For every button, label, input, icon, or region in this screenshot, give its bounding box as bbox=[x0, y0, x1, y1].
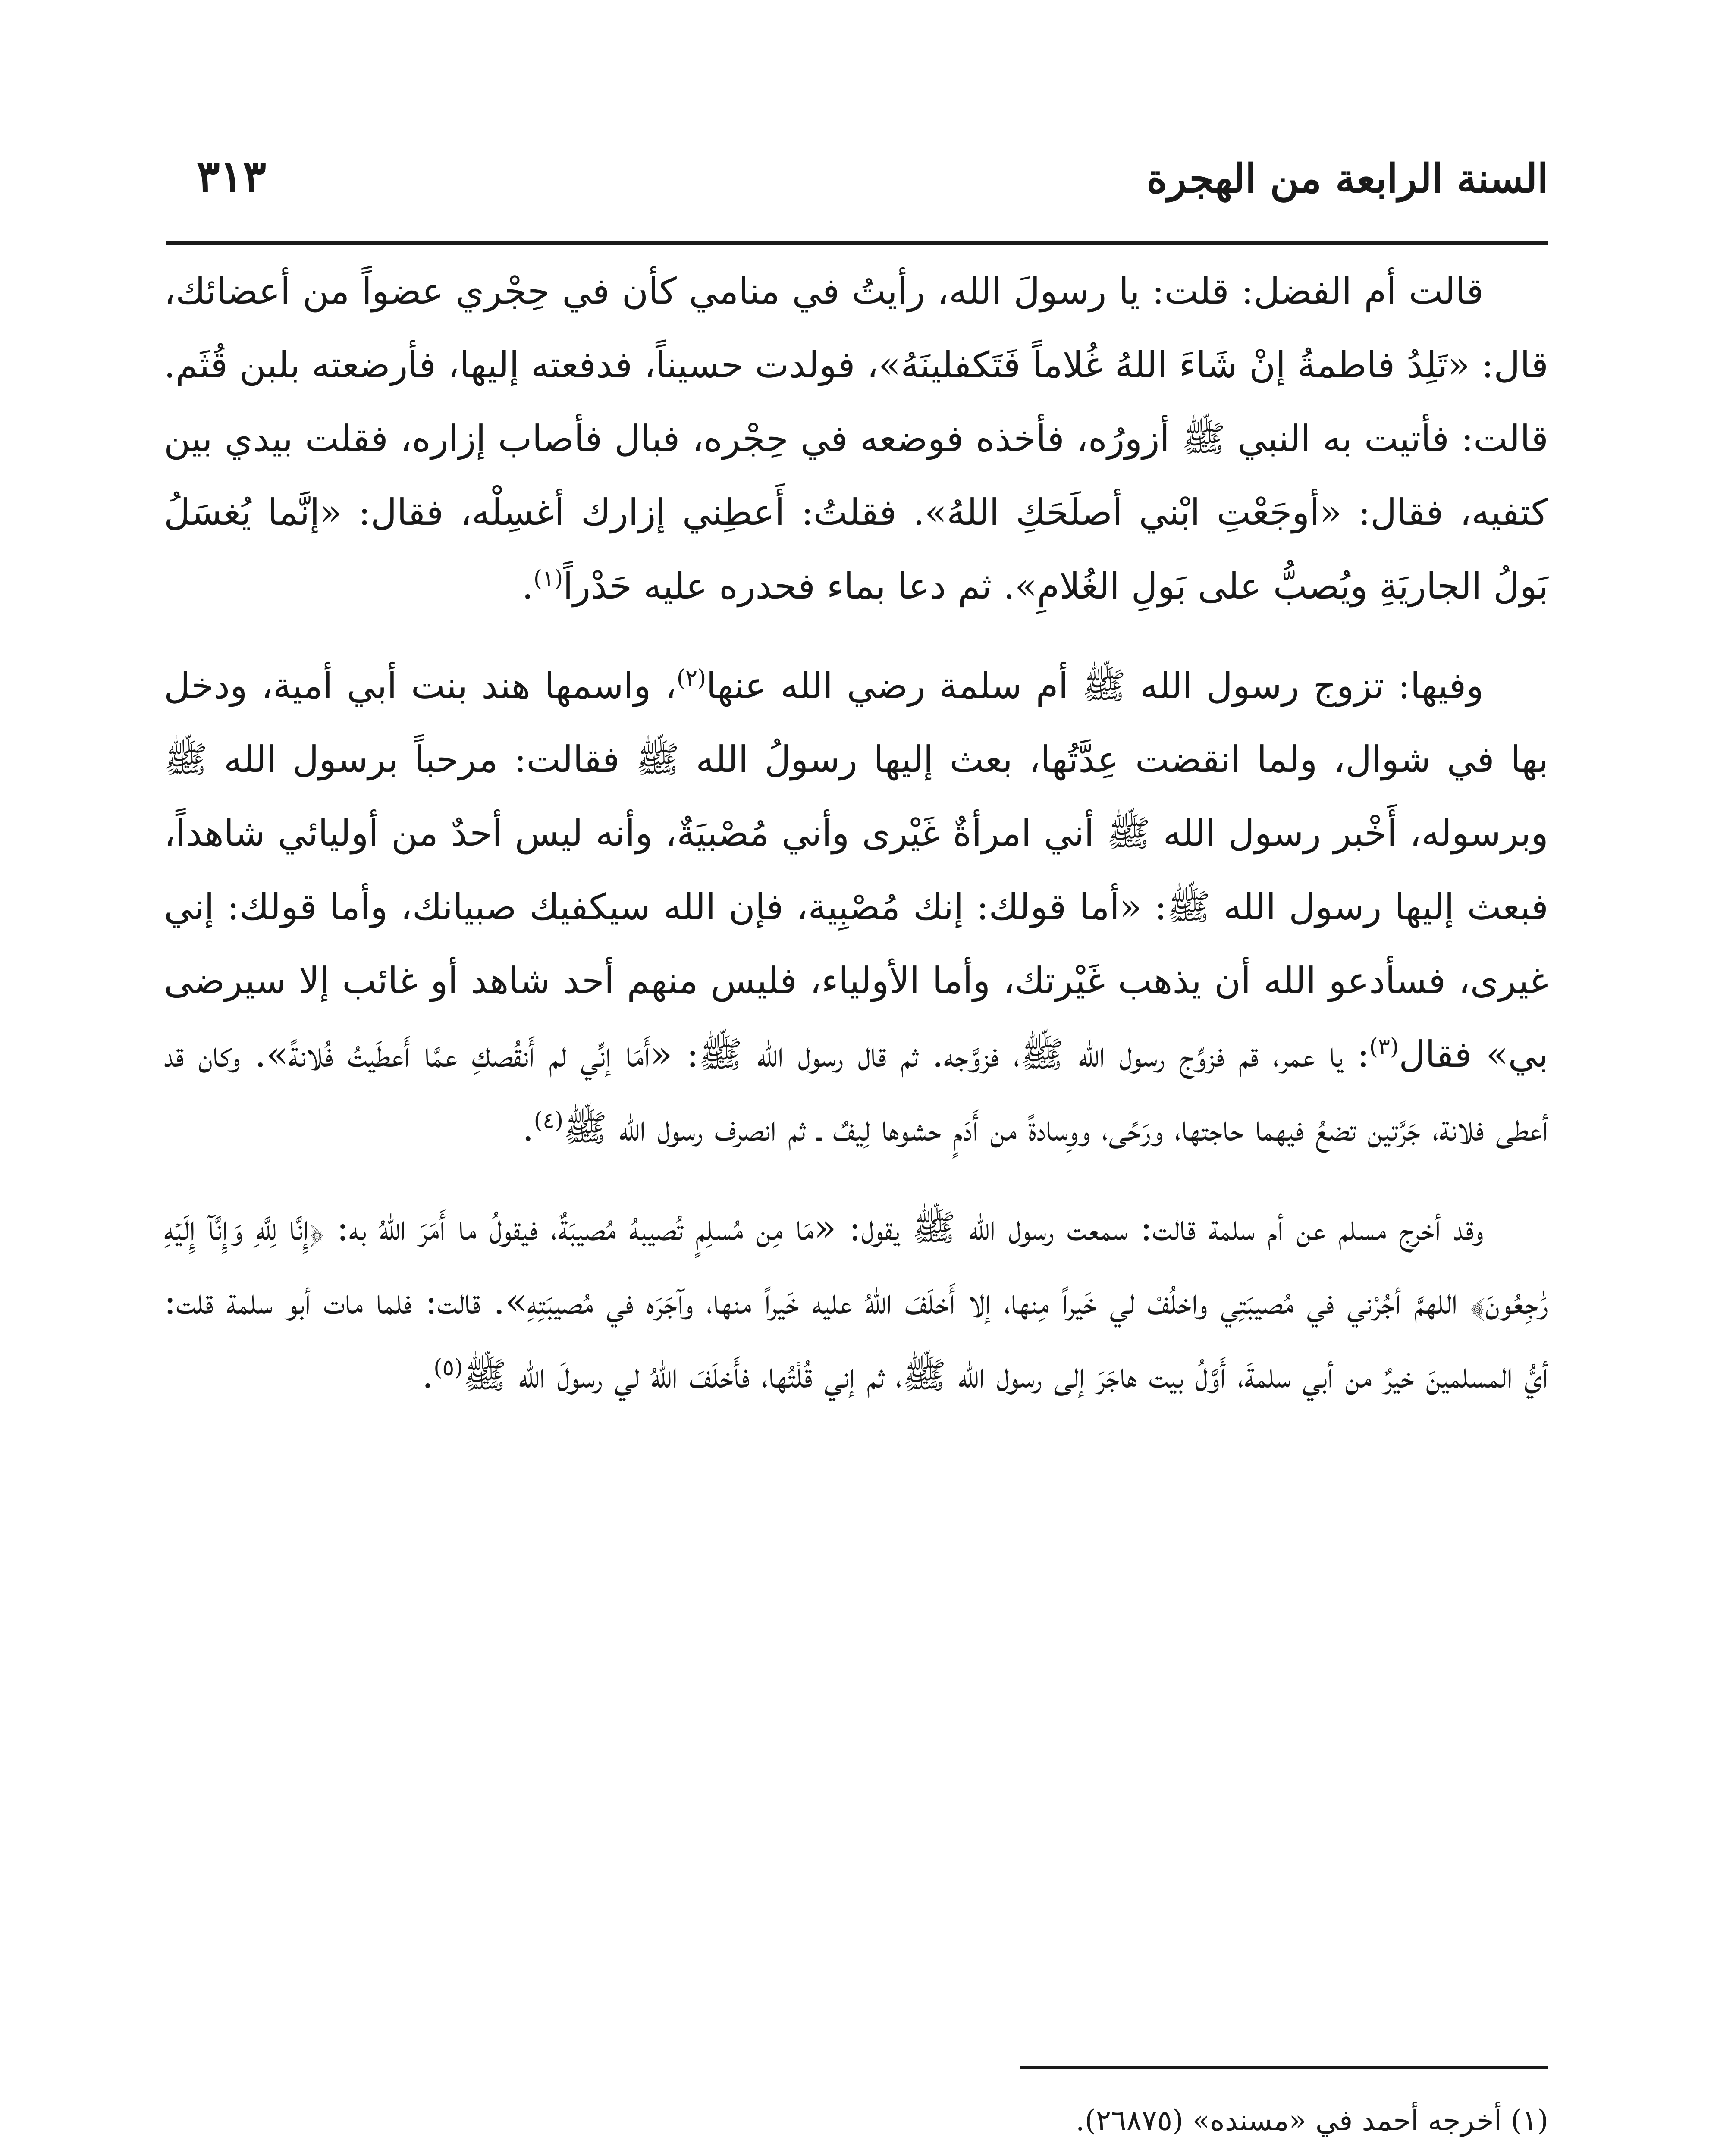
paragraph-text: . bbox=[422, 1354, 434, 1396]
chapter-title: السنة الرابعة من الهجرة bbox=[1146, 155, 1548, 202]
footnote-ref-5: (٥) bbox=[433, 1355, 463, 1381]
footnote-2 bbox=[345, 2154, 1548, 2156]
footnote-1: (١) أخرجه أحمد في «مسنده» (٢٦٨٧٥). bbox=[1076, 2104, 1548, 2137]
footnote-ref-3: (٣) bbox=[1369, 1034, 1399, 1060]
paragraph-text: . bbox=[522, 565, 534, 607]
footnote-ref-2: (٢) bbox=[676, 665, 706, 691]
page-number: ٣١٣ bbox=[197, 151, 267, 202]
paragraph-umm-al-fadl bbox=[164, 254, 1548, 623]
running-header bbox=[166, 142, 1548, 220]
paragraph-text: . bbox=[522, 1107, 534, 1149]
header-rule bbox=[166, 241, 1548, 245]
footnote-ref-1: (١) bbox=[533, 566, 563, 592]
paragraph-text: : يا عمر، قم فزوِّج رسول الله ﷺ، فزوَّجه. ثم قال رسول الله ﷺ: «أَمَا إنِّي لم أَنقُصكِ عمَّا أَعطَيتُ فُلانةً». وكان قد أعطى فلانة، جَرَّتين تضعُ فيهما حاجتها، ورَحًى، ووِسادةً من أَدَمٍ حشوها لِيفٌ ـ ثم انصرف رسول الله ﷺ bbox=[164, 1033, 1548, 1149]
paragraph-text: قالت أم الفضل: قلت: يا رسولَ الله، رأيتُ في منامي كأن في حِجْري عضواً من أعضائك، قال: «تَلِدُ فاطمةُ إنْ شَاءَ اللهُ غُلاماً فَتَكفلينَهُ»، فولدت حسيناً، فدفعته إليها، فأرضعته بلبن قُثَم. قالت: فأتيت به النبي ﷺ أزورُه، فأخذه فوضعه في حِجْره، فبال فأصاب إزاره، فقلت بيدي بين كتفيه، فقال: «أوجَعْتِ ابْني أصلَحَكِ اللهُ». فقلتُ: أَعطِني إزارك أغسِلْه، فقال: «إنَّما يُغسَلُ بَولُ الجاريَةِ ويُصبُّ على بَولِ الغُلامِ». ثم دعا بماء فحدره عليه حَدْراً bbox=[164, 270, 1548, 607]
paragraph-text: وقد أخرج مسلم عن أم سلمة قالت: سمعت رسول الله ﷺ يقول: «مَا مِن مُسلِمٍ تُصيبهُ مُصيبَةٌ، فيقولُ ما أَمَرَ اللهُ به: ﴿إِنَّا لِلَّهِ وَإِنَّآ إِلَيۡهِ رَٰجِعُونَ﴾ اللهمَّ أجُرْني في مُصيبَتِي واخلُفْ لي خَيراً مِنها، إلا أَخلَفَ اللهُ عليه خَيراً منها، وآجَرَه في مُصيبَتِهِ». قالت: فلما مات أبو سلمة قلت: أيُّ المسلمينَ خيرٌ من أبي سلمةَ، أَوَّلُ بيت هاجَرَ إلى رسول الله ﷺ، ثم إني قُلْتُها، فأَخلَفَ اللهُ لي رسولَ الله ﷺ bbox=[164, 1206, 1548, 1396]
footnote-ref-4: (٤) bbox=[534, 1108, 564, 1134]
paragraph-text: ، واسمها هند بنت أبي أمية، ودخل بها في شوال، ولما انقضت عِدَّتُها، بعث إليها رسولُ الله ﷺ فقالت: مرحباً برسول الله ﷺ وبرسوله، أَخْبر رسول الله ﷺ أني امرأةٌ غَيْرى وأني مُصْبيَةٌ، وأنه ليس أحدٌ من أوليائي شاهداً، فبعث إليها رسول الله ﷺ: «أما قولك: إنك مُصْبِية، فإن الله سيكفيك صبيانك، وأما قولك: إني غيرى، فسأدعو الله أن يذهب غَيْرتك، وأما الأولياء، فليس منهم أحد شاهد أو غائب إلا سيرضى بي» فقال bbox=[164, 664, 1548, 1075]
footnote-rule bbox=[1020, 2066, 1548, 2069]
paragraph-marriage-umm-salama bbox=[164, 649, 1548, 1165]
paragraph-muslim-hadith bbox=[164, 1191, 1548, 1412]
footnotes bbox=[345, 2087, 1548, 2156]
paragraph-text: وفيها: تزوج رسول الله ﷺ أم سلمة رضي الله عنها bbox=[706, 664, 1484, 707]
main-text bbox=[164, 254, 1548, 1438]
